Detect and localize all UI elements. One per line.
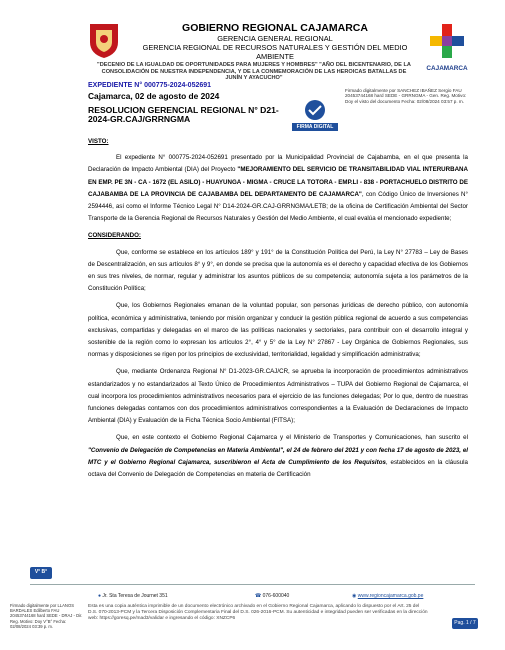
header-title: GOBIERNO REGIONAL CAJAMARCA <box>182 22 368 34</box>
p1-project-name: "MEJORAMIENTO DEL SERVICIO DE TRANSITABILIDAD VIAL INTERURBANA EN EMP. PE 3N - CA - 1672 (EL ASILO) - HUAYUNGA - MIGMA - CRUCE LA TOTORA - EMP.LI - 838 - PORTACHUELO DISTRITO DE CAJABAMBA DE LA PROVINCIA DE CAJABAMBA DEL DEPARTAMENTO DE CAJAMARCA" <box>88 166 468 198</box>
resolution-title: RESOLUCION GERENCIAL REGIONAL N° D21-2024-GR.CAJ/GRRNGMA <box>88 105 279 124</box>
p5-convenio: "Convenio de Delegación de Competencias en Materia Ambiental", el 24 de febrero del 2021 y con fecha 17 de agosto de 2023, el MTC y el Gobierno Regional Cajamarca, suscribieron el Acta de Cumplimiento de los Requisitos <box>88 446 468 466</box>
p5-text-c: , establecidos en la cláusula octava del Convenio de Delegación de Competencias en materia de Certificación <box>88 458 468 479</box>
footer-phone <box>255 593 289 599</box>
paragraph-3: Que, los Gobiernos Regionales emanan de la voluntad popular, son personas jurídicas de derecho público, con autonomía política, económica y administrativa, teniendo por misión organizar y conducir la gestión pública regional de acuerdo a sus competencias exclusivas, compartidas y delegadas en el marco de las políticas nacionales y sectoriales, para contribuir con el desarrollo integral y sostenible de la región como lo expresan los artículos 2°, 4° y 5° de la Ley N° 27867 - Ley Orgánica de Gobiernos Regionales, sus normas y disposiciones se rigen por los principios de exclusividad, territorialidad, legalidad y simplificación administrativa; <box>88 302 468 359</box>
header-subtitle: GERENCIA GENERAL REGIONAL <box>217 34 333 43</box>
footer-divider <box>30 584 475 585</box>
considerando-heading: CONSIDERANDO: <box>88 232 141 240</box>
p5-text-a: Que, en este contexto el Gobierno Regional Cajamarca y el Ministerio de Transportes y Comunicaciones, han suscrito el <box>116 434 468 442</box>
page-indicator: Pag. 1 / 7 <box>452 618 478 629</box>
visto-paragraph <box>88 152 468 225</box>
p1-text-c: , con Código Único de Inversiones N° 2594446, así como el Informe Técnico Legal N° D14-2024-GR.CAJ-GRRNGMA/LETB; de la oficina de Certificación Ambiental del Sector Transporte de la Gerencia Regional de Recursos Naturales y Gestión del Medio Ambiente, el cual evalúa el mencionado expediente; <box>88 190 468 223</box>
vb-stamp-text: V° B° <box>34 569 48 575</box>
paragraph-2: Que, conforme se establece en los artículos 189° y 191° de la Constitución Política del Perú, la Ley N° 27783 – Ley de Bases de Descentralización, en sus artículos 8° y 9°, en donde se precisa que la autonomía es el derecho y capacidad efectiva de los Gobiernos en sus tres niveles, de normar, regular y administrar los asuntos públicos de su competencia; autonomía sujeta a los parámetros de la Constitución Política; <box>88 248 468 293</box>
regional-shield-icon <box>88 22 120 60</box>
footer-web[interactable] <box>352 593 423 599</box>
document-date: Cajamarca, 02 de agosto de 2024 <box>88 91 220 101</box>
motto-text: "DECENIO DE LA IGUALDAD DE OPORTUNIDADES PARA MUJERES Y HOMBRES" "AÑO DEL BICENTENARIO, DE LA CONSOLIDACIÓN DE NUESTRA INDEPENDENCIA, Y DE LA CONMEMORACIÓN DE LAS HEROICAS BATALLAS DE JUNÍN Y AYACUCHO" <box>97 62 411 82</box>
digital-signature-text: Firmado digitalmente por SANCHEZ IBAÑEZ Sergio FAU 20453744168 hard SEDE - GRRNGMA - Gen. Reg. Motivo: Doy el visto del documento Fecha: 02/08/2024 03:57 p. m. <box>345 88 467 104</box>
web-link[interactable]: www.regioncajamarca.gob.pe <box>357 593 424 599</box>
header-subtitle-2: GERENCIA REGIONAL DE RECURSOS NATURALES Y GESTIÓN DEL MEDIO AMBIENTE <box>142 43 408 61</box>
header-title-block <box>130 22 420 61</box>
location-icon: ● <box>98 593 103 599</box>
firma-digital-logo <box>290 96 340 136</box>
paragraph-4: Que, mediante Ordenanza Regional N° D1-2023-GR.CAJ/CR, se aprueba la incorporación de procedimientos administrativos estandarizados y no estandarizados al Texto Único de Procedimientos Administrativos – TUPA del Gobierno Regional de Cajamarca, el cual incorpora los procedimientos administrativos necesarios para el ejercicio de las funciones delegadas; Por lo que, dentro de nuestras funciones delegadas contamos con dos procedimientos administrativos correspondientes a la Evaluación de Declaraciones de Impacto Ambiental (DIA) y Evaluación de la Ficha Técnica Socio Ambiental (FITSA); <box>88 368 468 425</box>
firma-logo-text: FIRMA DIGITAL <box>296 124 334 130</box>
vb-stamp <box>30 566 52 578</box>
authenticity-disclaimer: Esta es una copia auténtica imprimible de un documento electrónico archivado en el Gobierno Regional Cajamarca, aplicando lo dispuesto por el Art. 25 del D.S. 070-2013-PCM y la Tercera Disposición Complementaria Final del D.S. 026-2016-PCM. Su autenticidad e integridad pueden ser verificadas en la dirección web: https://goresq.pe/mad3/validar e ingresando el código: XNZCP6 <box>88 604 428 621</box>
document-body <box>88 136 468 486</box>
phone-text: 076-600040 <box>262 593 290 599</box>
cajamarca-star-icon <box>430 24 464 58</box>
visto-heading: VISTO: <box>88 138 109 145</box>
expediente-number: EXPEDIENTE N° 000775-2024-052691 <box>88 82 212 89</box>
globe-icon: ◉ <box>352 593 358 599</box>
footer-address <box>98 593 168 599</box>
cajamarca-logo <box>422 24 472 72</box>
logo-word: CAJAMARCA <box>426 65 468 72</box>
p1-text-a: El expediente N° 000775-2024-052691 presentado por la Municipalidad Provincial de Cajabamba, en el que presenta la Declaración de Impacto Ambiental (DIA) del Proyecto <box>88 154 468 174</box>
paragraph-5 <box>88 432 468 481</box>
side-signature-text: Firmado digitalmente por LLANOS BARDALES Edilberto FAU 20453744168 hard SEDE - DRAJ - Dir. Reg. Motivo: Doy V°B° Fecha: 02/08/2024 03:39 p. m. <box>10 603 83 629</box>
phone-icon: ☎ <box>255 593 263 599</box>
address-text: Jr. Sta Teresa de Journet 351 <box>102 593 168 599</box>
